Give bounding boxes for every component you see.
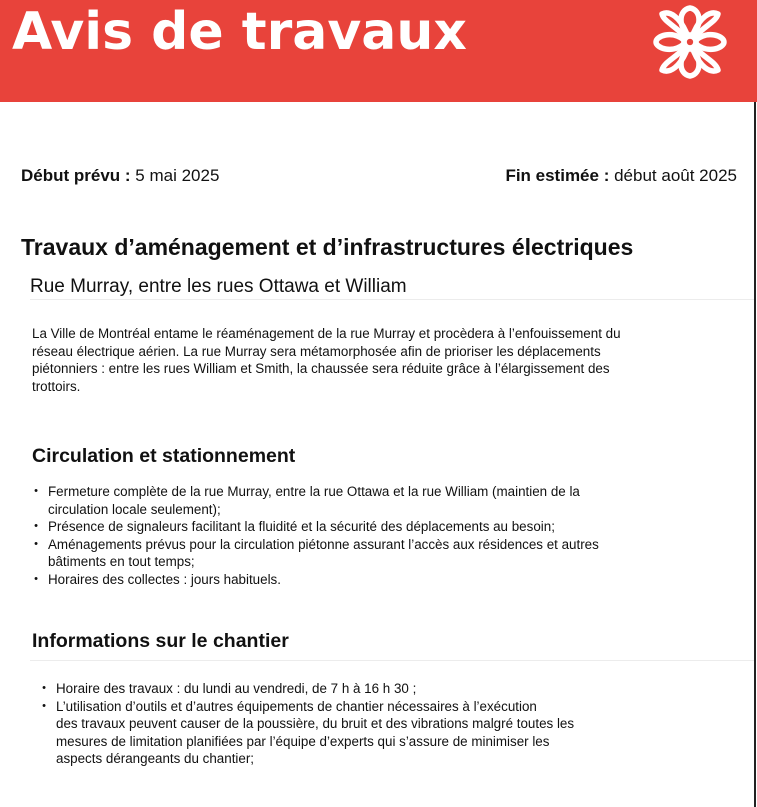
start-date bbox=[21, 166, 219, 186]
start-date-label: Début prévu : bbox=[21, 166, 131, 185]
list-item-line: bâtiments en tout temps; bbox=[48, 554, 195, 569]
list-item bbox=[30, 536, 720, 571]
list-item-line: aspects dérangeants du chantier; bbox=[56, 751, 255, 766]
intro-line: réseau électrique aérien. La rue Murray sera métamorphosée afin de prioriser les déplacements bbox=[32, 343, 601, 359]
list-item-line: mesures de limitation planifiées par l’équipe d’experts qui s’assure de minimiser les bbox=[56, 733, 550, 749]
bullet-icon: • bbox=[34, 572, 38, 585]
end-date bbox=[505, 166, 737, 186]
bullet-icon: • bbox=[34, 537, 38, 550]
intro-paragraph bbox=[32, 325, 712, 395]
divider bbox=[30, 660, 754, 661]
circulation-list bbox=[30, 483, 720, 588]
montreal-rosette-logo-icon bbox=[648, 2, 732, 82]
project-title: Travaux d’aménagement et d’infrastructures électriques bbox=[21, 234, 634, 260]
start-date-value: 5 mai 2025 bbox=[135, 166, 220, 185]
intro-line: trottoirs. bbox=[32, 378, 81, 394]
list-item-line: Fermeture complète de la rue Murray, entre la rue Ottawa et la rue William (maintien de la bbox=[48, 484, 580, 499]
header-banner bbox=[0, 0, 757, 102]
right-border bbox=[754, 102, 756, 807]
intro-line: La Ville de Montréal entame le réaménagement de la rue Murray et procèdera à l’enfouissement du bbox=[32, 326, 621, 341]
list-item-line: Horaires des collectes : jours habituels. bbox=[48, 571, 281, 587]
bullet-icon: • bbox=[34, 485, 38, 497]
list-item-line: Présence de signaleurs facilitant la fluidité et la sécurité des déplacements au besoin; bbox=[48, 519, 555, 534]
end-date-value: début août 2025 bbox=[614, 166, 737, 185]
list-item-line: circulation locale seulement); bbox=[48, 501, 221, 517]
chantier-list bbox=[38, 680, 718, 768]
circulation-section-title: Circulation et stationnement bbox=[32, 445, 296, 467]
list-item-line: Horaire des travaux : du lundi au vendredi, de 7 h à 16 h 30 ; bbox=[56, 681, 417, 696]
project-location: Rue Murray, entre les rues Ottawa et William bbox=[30, 276, 407, 297]
bullet-icon: • bbox=[42, 699, 46, 712]
list-item bbox=[30, 518, 720, 536]
list-item bbox=[38, 680, 718, 698]
list-item-line: L’utilisation d’outils et d’autres équipements de chantier nécessaires à l’exécution bbox=[56, 698, 537, 714]
bullet-icon: • bbox=[42, 682, 46, 694]
chantier-section-title: Informations sur le chantier bbox=[32, 630, 289, 652]
intro-line: piétonniers : entre les rues William et Smith, la chaussée sera réduite grâce à l’élargissement des bbox=[32, 361, 610, 376]
list-item-line: des travaux peuvent causer de la poussière, du bruit et des vibrations malgré toutes les bbox=[56, 716, 575, 731]
list-item bbox=[30, 571, 720, 589]
list-item-line: Aménagements prévus pour la circulation piétonne assurant l’accès aux résidences et autres bbox=[48, 536, 599, 552]
end-date-label: Fin estimée : bbox=[505, 166, 610, 185]
list-item bbox=[30, 483, 720, 518]
list-item bbox=[38, 698, 718, 768]
page-title: Avis de travaux bbox=[12, 2, 467, 62]
divider bbox=[30, 299, 754, 300]
bullet-icon: • bbox=[34, 520, 38, 532]
